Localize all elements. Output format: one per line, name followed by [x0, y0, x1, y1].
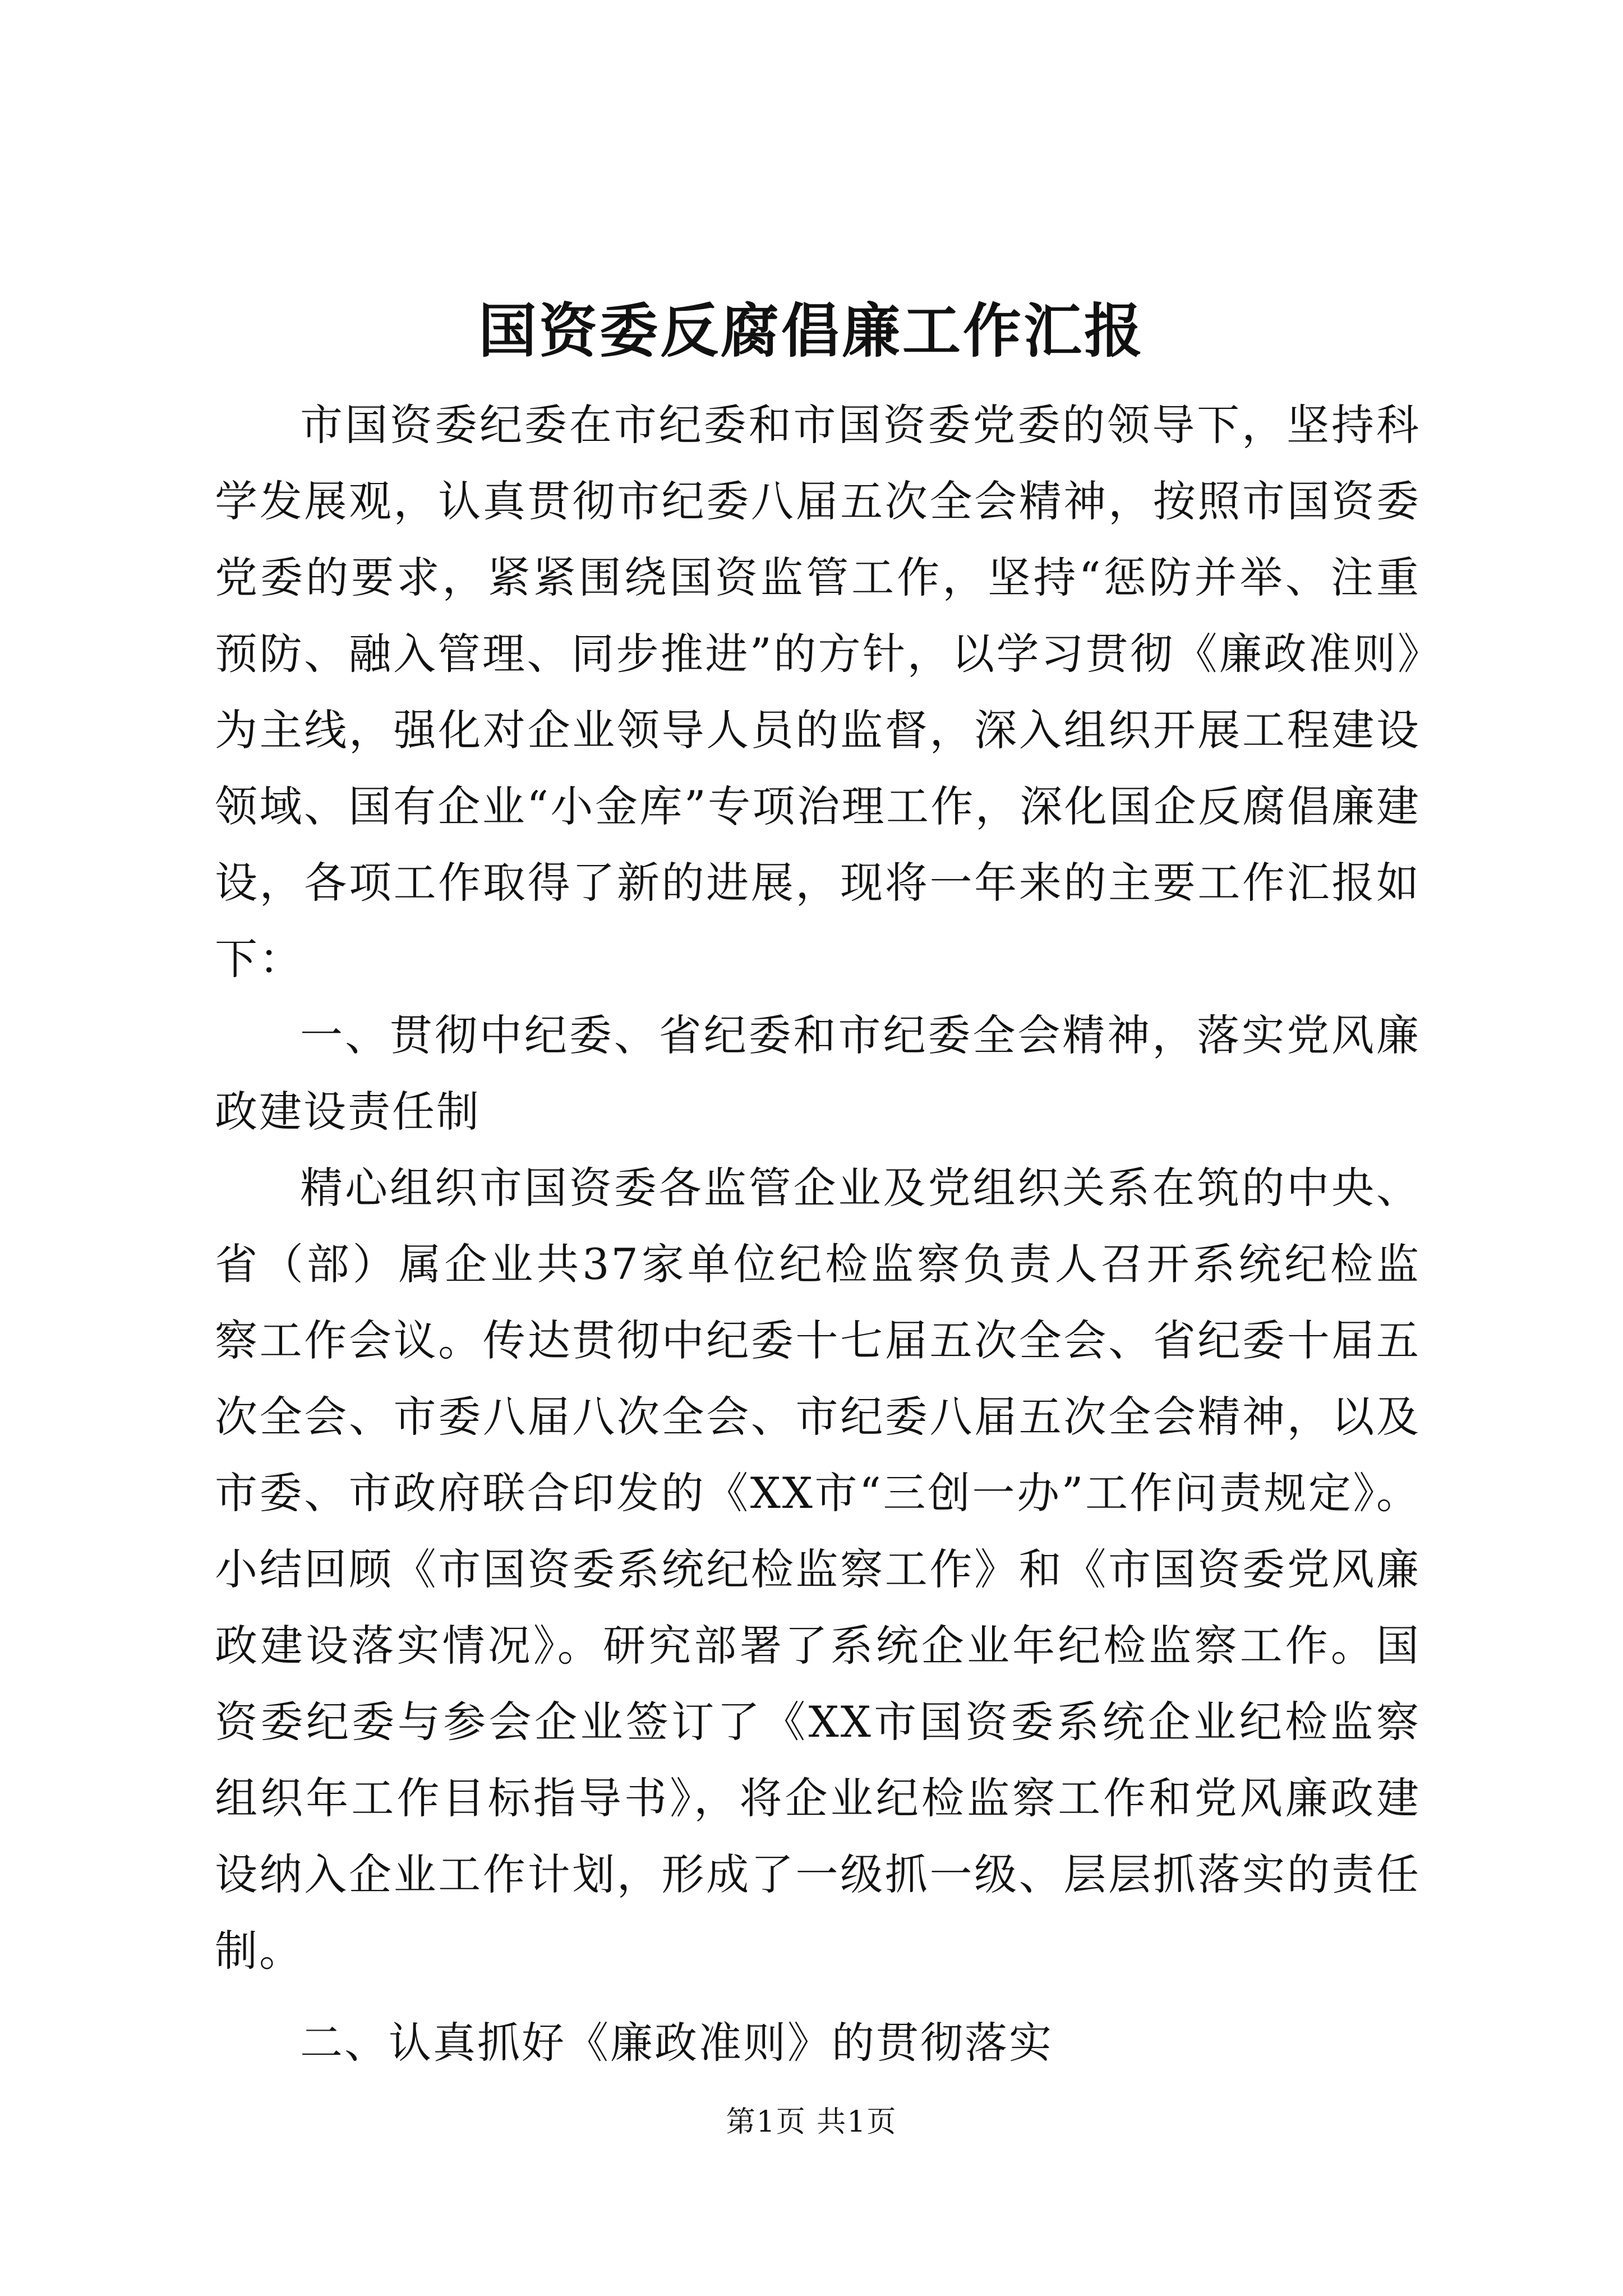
section-1-paragraph: 精心组织市国资委各监管企业及党组织关系在筑的中央、省（部）属企业共37家单位纪检监察负责人召开系统纪检监察工作会议。传达贯彻中纪委十七届五次全会、省纪委十届五次全会、市委八届八次全会、市纪委八届五次全会精神，以及市委、市政府联合印发的《XX市“三创一办”工作问责规定》。小结回顾《市国资委系统纪检监察工作》和《市国资委党风廉政建设落实情况》。研究部署了系统企业年纪检监察工作。国资委纪委与参会企业签订了《XX市国资委系统企业纪检监察组织年工作目标指导书》，将企业纪检监察工作和党风廉政建设纳入企业工作计划，形成了一级抓一级、层层抓落实的责任制。	[215, 1163, 1421, 1976]
section-heading-2: 二、认真抓好《廉政准则》的贯彻落实	[300, 2018, 1053, 2068]
page-footer: 第1页 共1页	[726, 2105, 897, 2139]
document-body	[215, 387, 1421, 2081]
document-title: 国资委反腐倡廉工作汇报	[478, 296, 1145, 365]
intro-paragraph: 市国资委纪委在市纪委和市国资委党委的领导下，坚持科学发展观，认真贯彻市纪委八届五次全会精神，按照市国资委党委的要求，紧紧围绕国资监管工作，坚持“惩防并举、注重预防、融入管理、同步推进”的方针，以学习贯彻《廉政准则》为主线，强化对企业领导人员的监督，深入组织开展工程建设领域、国有企业“小金库”专项治理工作，深化国企反腐倡廉建设，各项工作取得了新的进展，现将一年来的主要工作汇报如下：	[215, 400, 1421, 984]
section-heading-1: 一、贯彻中纪委、省纪委和市纪委全会精神，落实党风廉政建设责任制	[215, 1010, 1421, 1137]
